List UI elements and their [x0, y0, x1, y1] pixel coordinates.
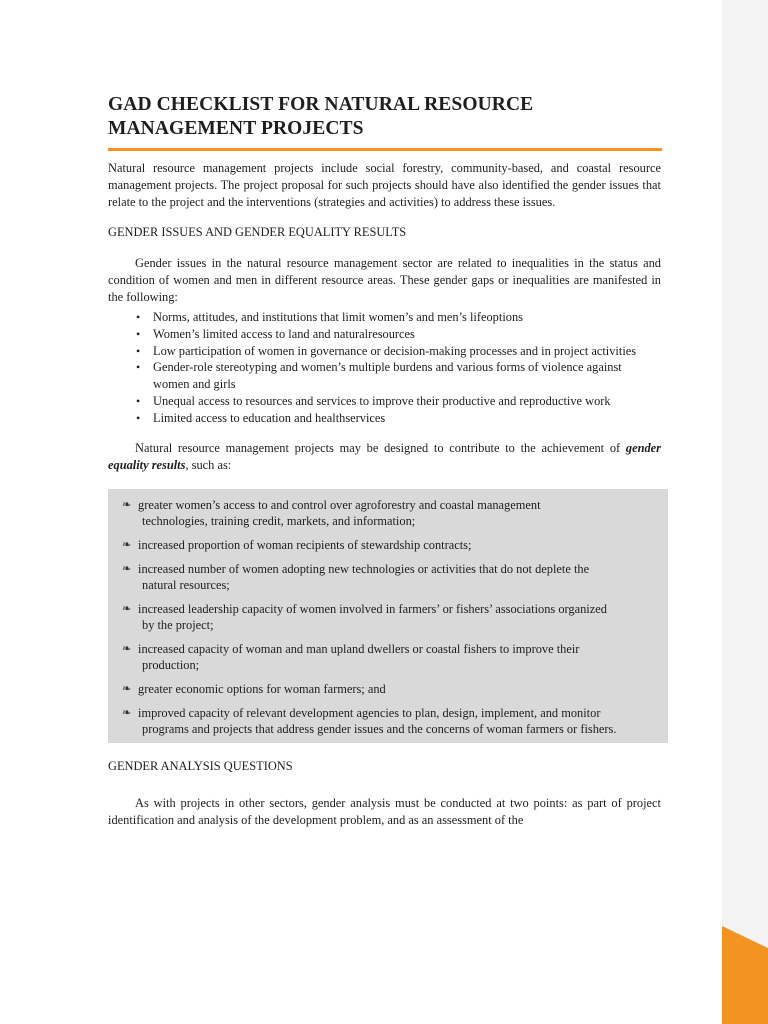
page-margin-strip: [722, 0, 768, 1024]
gender-issue-item: [136, 410, 661, 427]
gender-analysis-paragraph: As with projects in other sectors, gender analysis must be conducted at two points: as part of project identification and analysis of the development problem, and as an assessment of the: [108, 795, 661, 827]
bullet-dot-icon: •: [136, 410, 141, 425]
result-text-continuation: natural resources;: [142, 577, 230, 592]
page-corner-tab-icon: [722, 926, 768, 1024]
result-text-continuation: technologies, training credit, markets, and information;: [142, 513, 416, 528]
gender-issue-text: Low participation of women in governance or decision-making processes and in project activities: [153, 343, 637, 358]
ornament-bullet-icon: ❧: [122, 602, 132, 615]
document-title: [108, 93, 661, 141]
result-text-first-line: increased number of women adopting new technologies or activities that do not deplete the: [138, 561, 590, 576]
result-text-first-line: greater economic options for woman farmers; and: [138, 681, 386, 696]
bullet-dot-icon: •: [136, 360, 141, 375]
gender-issue-text: Women’s limited access to land and naturalresources: [153, 326, 415, 341]
gender-issue-item: [136, 343, 661, 360]
gender-issues-list: [108, 309, 661, 427]
title-line-2: MANAGEMENT PROJECTS: [108, 118, 364, 139]
result-text-continuation: by the project;: [142, 617, 214, 632]
section-heading-gender-issues: GENDER ISSUES AND GENDER EQUALITY RESULTS: [108, 225, 407, 239]
ornament-bullet-icon: ❧: [122, 498, 132, 511]
section-heading-gender-analysis: GENDER ANALYSIS QUESTIONS: [108, 758, 293, 773]
result-item: [122, 601, 661, 633]
gender-issue-text: Unequal access to resources and services to improve their productive and reproductive work: [153, 393, 611, 408]
result-text-first-line: improved capacity of relevant development agencies to plan, design, implement, and monitor: [138, 705, 601, 720]
ornament-bullet-icon: ❧: [122, 682, 132, 695]
result-text-first-line: increased leadership capacity of women involved in farmers’ or fishers’ associations organized: [138, 601, 607, 616]
bullet-dot-icon: •: [136, 393, 141, 408]
results-intro-suffix: , such as:: [185, 457, 232, 472]
gender-issue-item: [136, 326, 661, 343]
result-item: [122, 681, 661, 697]
bullet-dot-icon: •: [136, 310, 141, 324]
title-underline: [108, 148, 662, 151]
result-item: [122, 561, 661, 593]
bullet-dot-icon: •: [136, 326, 141, 341]
gender-issue-item: [136, 393, 661, 410]
intro-paragraph: Natural resource management projects include social forestry, community-based, and coastal resource management projects. The project proposal for such projects should have also identified the gender issues that relate to the project and the interventions (strategies and activities) to address these issues.: [108, 161, 661, 209]
title-line-1: GAD CHECKLIST FOR NATURAL RESOURCE: [108, 94, 534, 115]
gender-issue-text: Limited access to education and healthservices: [153, 410, 386, 425]
gender-issue-text: Norms, attitudes, and institutions that limit women’s and men’s lifeoptions: [153, 310, 523, 324]
result-item: [122, 705, 661, 737]
gender-issue-item: [136, 309, 661, 326]
result-text-first-line: increased capacity of woman and man upland dwellers or coastal fishers to improve their: [138, 641, 580, 656]
result-item: [122, 537, 661, 553]
ornament-bullet-icon: ❧: [122, 642, 132, 655]
document-body: [108, 93, 661, 829]
results-intro-emphasis: gender equality results: [108, 440, 661, 472]
results-intro-paragraph: [108, 440, 661, 474]
results-intro-prefix: Natural resource management projects may be designed to contribute to the achievement of: [135, 440, 626, 455]
result-item: [122, 641, 661, 673]
gender-equality-results-box: [108, 489, 668, 743]
result-text-continuation: production;: [142, 657, 200, 672]
bullet-dot-icon: •: [136, 343, 141, 358]
gender-issues-paragraph: Gender issues in the natural resource management sector are related to inequalities in the status and condition of women and men in different resource areas. These gender gaps or inequalities are manifested in the following:: [108, 256, 661, 304]
result-text-first-line: greater women’s access to and control over agroforestry and coastal management: [138, 497, 541, 512]
result-text-first-line: increased proportion of woman recipients of stewardship contracts;: [138, 537, 472, 552]
result-text-continuation: programs and projects that address gender issues and the concerns of woman farmers or fishers.: [142, 721, 617, 736]
result-item: [122, 497, 661, 529]
gender-issue-item: [136, 359, 661, 393]
ornament-bullet-icon: ❧: [122, 706, 132, 719]
ornament-bullet-icon: ❧: [122, 538, 132, 551]
ornament-bullet-icon: ❧: [122, 562, 132, 575]
gender-issue-text: Gender-role stereotyping and women’s multiple burdens and various forms of violence against women and girls: [153, 360, 622, 392]
